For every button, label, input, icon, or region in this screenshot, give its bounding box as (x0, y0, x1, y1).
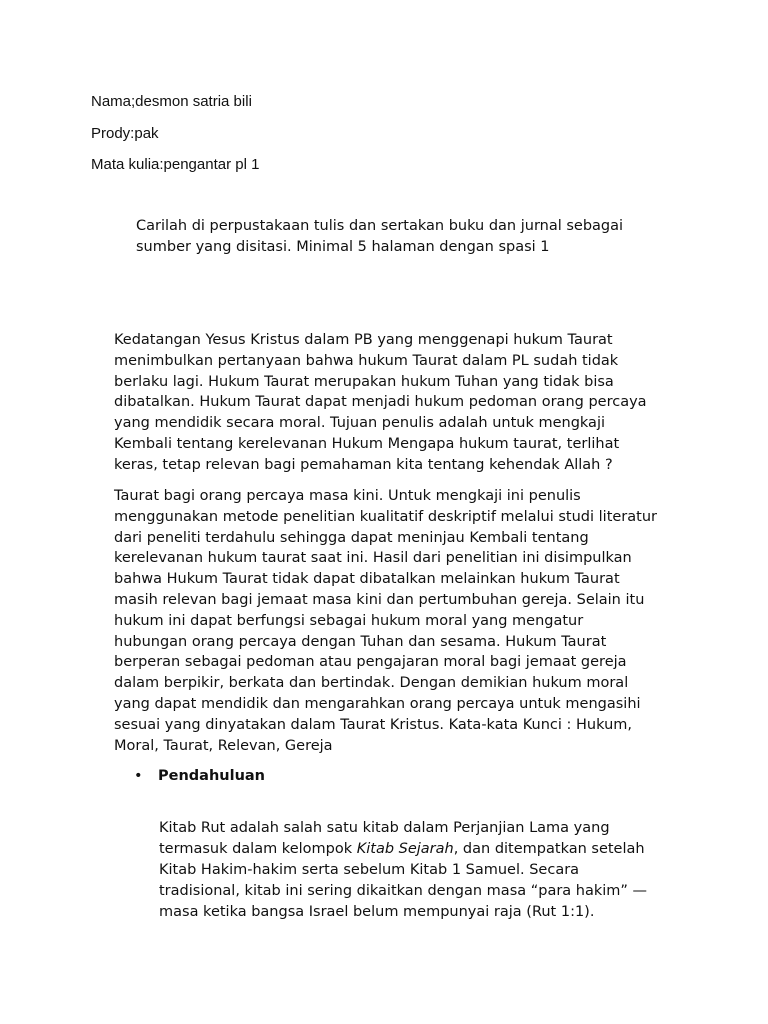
paragraph-line: Kembali tentang kerelevanan Hukum Mengapa hukum taurat, terlihat (114, 435, 620, 452)
course-line: Mata kulia:pengantar pl 1 (91, 156, 260, 173)
paragraph-line: yang dapat mendidik dan mengarahkan orang percaya untuk mengasihi (114, 695, 641, 712)
paragraph-line: Kitab Rut adalah salah satu kitab dalam Perjanjian Lama yang (159, 820, 610, 836)
paragraph-line: yang mendidik secara moral. Tujuan penulis adalah untuk mengkaji (114, 415, 606, 432)
paragraph-line: sesuai yang dinyatakan dalam Taurat Kristus. Kata-kata Kunci : Hukum, (114, 716, 632, 733)
paragraph-line: tradisional, kitab ini sering dikaitkan dengan masa “para hakim” — (159, 883, 648, 899)
assignment-instruction (136, 216, 666, 258)
paragraph-line: Kitab Hakim-hakim serta sebelum Kitab 1 Samuel. Secara (159, 862, 580, 878)
paragraph-line: Taurat bagi orang percaya masa kini. Untuk mengkaji ini penulis (114, 488, 581, 504)
paragraph-line: masih relevan bagi jemaat masa kini dan pertumbuhan gereja. Selain itu (114, 591, 645, 608)
paragraph-line: berlaku lagi. Hukum Taurat merupakan hukum Tuhan yang tidak bisa (114, 373, 614, 390)
introduction-paragraph (159, 818, 679, 923)
section-heading-item (134, 766, 265, 787)
paragraph-line: kerelevanan hukum taurat saat ini. Hasil dari penelitian ini disimpulkan (114, 550, 632, 567)
paragraph-line: dibatalkan. Hukum Taurat dapat menjadi hukum pedoman orang percaya (114, 394, 647, 411)
paragraph-line: menggunakan metode penelitian kualitatif deskriptif melalui studi literatur (114, 508, 657, 525)
paragraph-line: dalam berpikir, berkata dan bertindak. Dengan demikian hukum moral (114, 675, 629, 692)
paragraph-line: dari peneliti terdahulu sehingga dapat meninjau Kembali tentang (114, 529, 589, 546)
instruction-line: Carilah di perpustakaan tulis dan sertakan buku dan jurnal sebagai (136, 218, 624, 234)
paragraph-line: hubungan orang percaya dengan Tuhan dan sesama. Hukum Taurat (114, 633, 607, 650)
paragraph-line: menimbulkan pertanyaan bahwa hukum Taurat dalam PL sudah tidak (114, 352, 619, 369)
student-name-line: Nama;desmon satria bili (91, 93, 252, 110)
abstract-paragraph-2 (114, 486, 684, 756)
paragraph-line: Moral, Taurat, Relevan, Gereja (114, 737, 333, 754)
paragraph-line: Kedatangan Yesus Kristus dalam PB yang menggenapi hukum Taurat (114, 332, 613, 348)
paragraph-line: bahwa Hukum Taurat tidak dapat dibatalkan melainkan hukum Taurat (114, 571, 620, 588)
paragraph-line: masa ketika bangsa Israel belum mempunyai raja (Rut 1:1). (159, 904, 595, 920)
text-segment: , dan ditempatkan setelah (453, 841, 645, 857)
section-heading: Pendahuluan (158, 768, 265, 784)
abstract-paragraph-1 (114, 330, 684, 476)
paragraph-line: hukum ini dapat berfungsi sebagai hukum moral yang mengatur (114, 612, 584, 629)
book-category-italic: Kitab Sejarah (356, 841, 454, 857)
instruction-line: sumber yang disitasi. Minimal 5 halaman dengan spasi 1 (136, 239, 550, 255)
paragraph-line: berperan sebagai pedoman atau pengajaran moral bagi jemaat gereja (114, 654, 627, 671)
study-program-line: Prody:pak (91, 125, 159, 142)
text-segment: termasuk dalam kelompok (159, 841, 357, 857)
bullet-icon: • (134, 768, 143, 784)
paragraph-line: keras, tetap relevan bagi pemahaman kita tentang kehendak Allah ? (114, 456, 613, 473)
paragraph-line (159, 839, 679, 860)
